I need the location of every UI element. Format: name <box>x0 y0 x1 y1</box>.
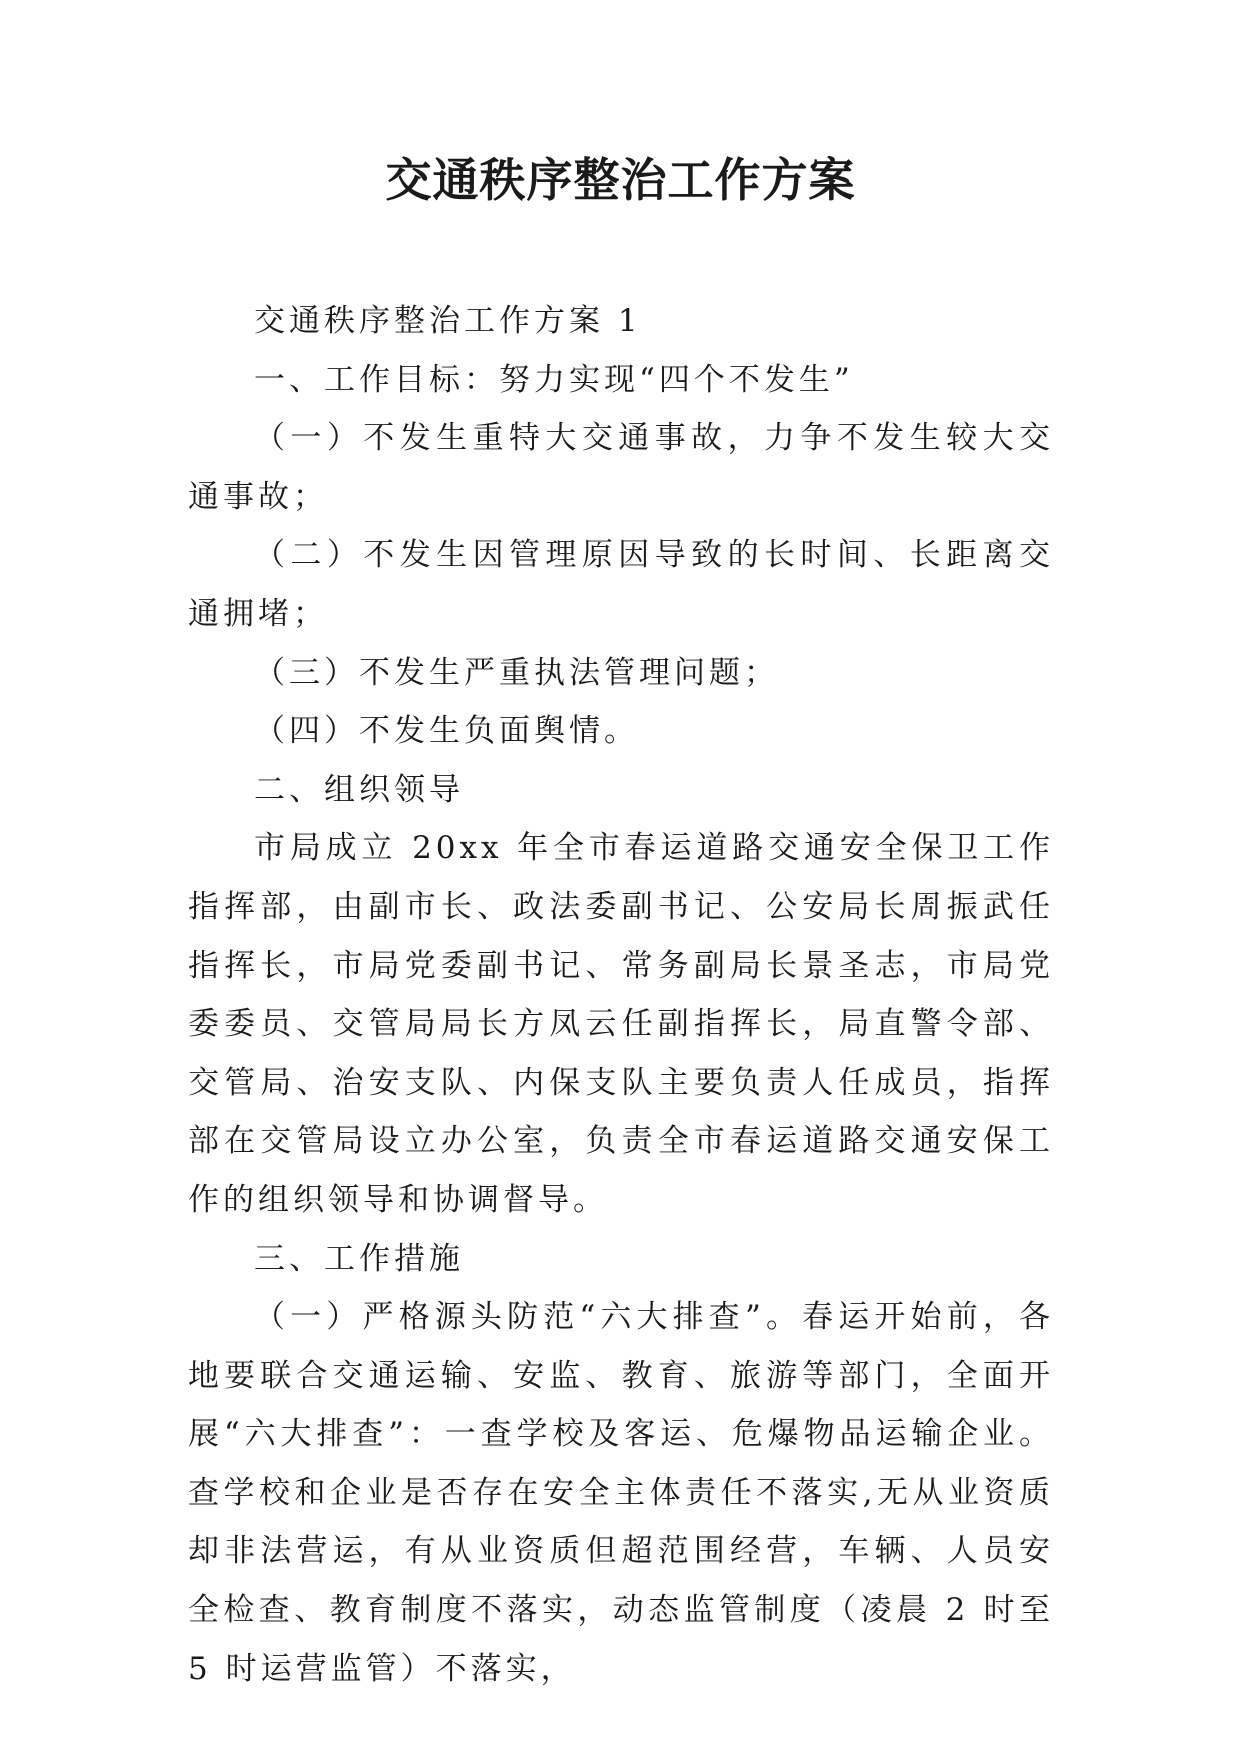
paragraph: 二、组织领导 <box>254 771 464 808</box>
paragraph: 一、工作目标：努力实现“四个不发生” <box>254 361 854 398</box>
document-body <box>188 292 1054 1698</box>
paragraph: （一）不发生重特大交通事故，力争不发生较大交通事故； <box>188 420 1054 515</box>
paragraph: （二）不发生因管理原因导致的长时间、长距离交通拥堵； <box>188 537 1054 632</box>
document-title: 交通秩序整治工作方案 <box>385 153 856 207</box>
paragraph: （四）不发生负面舆情。 <box>254 713 639 750</box>
paragraph: （三）不发生严重执法管理问题； <box>254 654 779 691</box>
paragraph: 交通秩序整治工作方案 1 <box>254 303 642 339</box>
paragraph: 市局成立 20xx 年全市春运道路交通安全保卫工作指挥部，由副市长、政法委副书记、公安局长周振武任指挥长，市局党委副书记、常务副局长景圣志，市局党委委员、交管局局长方凤云任副指挥长，局直警令部、交管局、治安支队、内保支队主要负责人任成员，指挥部在交管局设立办公室，负责全市春运道路交通安保工作的组织领导和协调督导。 <box>188 830 1054 1218</box>
paragraph: 三、工作措施 <box>254 1240 464 1277</box>
paragraph: （一）严格源头防范“六大排查”。春运开始前，各地要联合交通运输、安监、教育、旅游等部门，全面开展“六大排查”：一查学校及客运、危爆物品运输企业。查学校和企业是否存在安全主体责任不落实,无从业资质却非法营运，有从业资质但超范围经营，车辆、人员安全检查、教育制度不落实，动态监管制度（凌晨 2 时至 5 时运营监管）不落实， <box>188 1299 1054 1687</box>
